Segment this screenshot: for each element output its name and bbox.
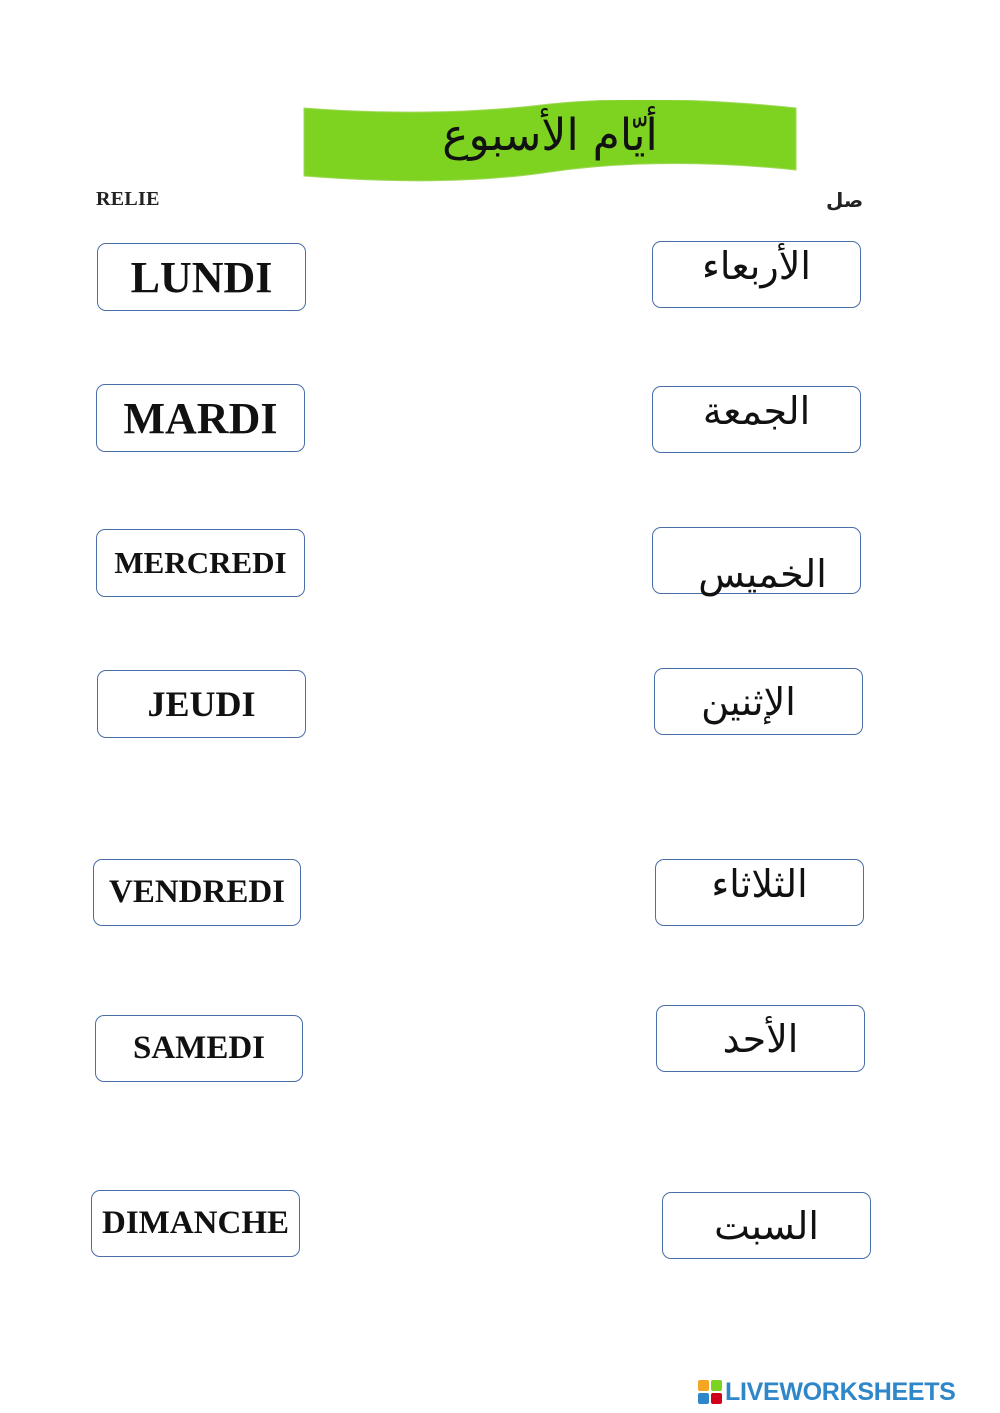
- french-day-box[interactable]: [96, 384, 305, 452]
- arabic-day-label: الخميس: [698, 552, 827, 596]
- liveworksheets-brand: [698, 1378, 956, 1406]
- arabic-day-box[interactable]: [652, 241, 861, 308]
- arabic-day-label: الثلاثاء: [711, 862, 808, 906]
- french-day-label: DIMANCHE: [102, 1205, 289, 1241]
- french-day-label: LUNDI: [130, 252, 273, 302]
- french-day-box[interactable]: [97, 243, 306, 311]
- arabic-day-box[interactable]: [656, 1005, 865, 1072]
- french-day-label: JEUDI: [147, 684, 256, 724]
- arabic-day-label: السبت: [714, 1203, 819, 1248]
- page-title: أيّام الأسبوع: [442, 110, 658, 161]
- arabic-day-label: الإثنين: [701, 679, 796, 724]
- arabic-day-box[interactable]: [654, 668, 863, 735]
- french-day-box[interactable]: [93, 859, 301, 926]
- liveworksheets-logo-icon: [698, 1380, 722, 1404]
- arabic-day-label: الجمعة: [702, 389, 811, 433]
- arabic-day-box[interactable]: [655, 859, 864, 926]
- french-day-label: VENDREDI: [108, 874, 286, 910]
- french-day-label: MERCREDI: [114, 545, 287, 580]
- instruction-french: RELIE: [96, 188, 160, 210]
- arabic-day-box[interactable]: [662, 1192, 871, 1259]
- brand-name: LIVEWORKSHEETS: [725, 1377, 956, 1406]
- french-day-box[interactable]: [97, 670, 306, 738]
- arabic-day-label: الأحد: [722, 1016, 799, 1061]
- french-day-box[interactable]: [91, 1190, 300, 1257]
- title-banner: [300, 100, 800, 188]
- french-day-label: SAMEDI: [132, 1030, 266, 1066]
- french-day-box[interactable]: [96, 529, 305, 597]
- arabic-day-box[interactable]: [652, 386, 861, 453]
- french-day-label: MARDI: [123, 393, 278, 443]
- instruction-arabic: صل: [826, 188, 864, 212]
- french-day-box[interactable]: [95, 1015, 303, 1082]
- arabic-day-box[interactable]: [652, 527, 861, 594]
- arabic-day-label: الأربعاء: [702, 244, 811, 288]
